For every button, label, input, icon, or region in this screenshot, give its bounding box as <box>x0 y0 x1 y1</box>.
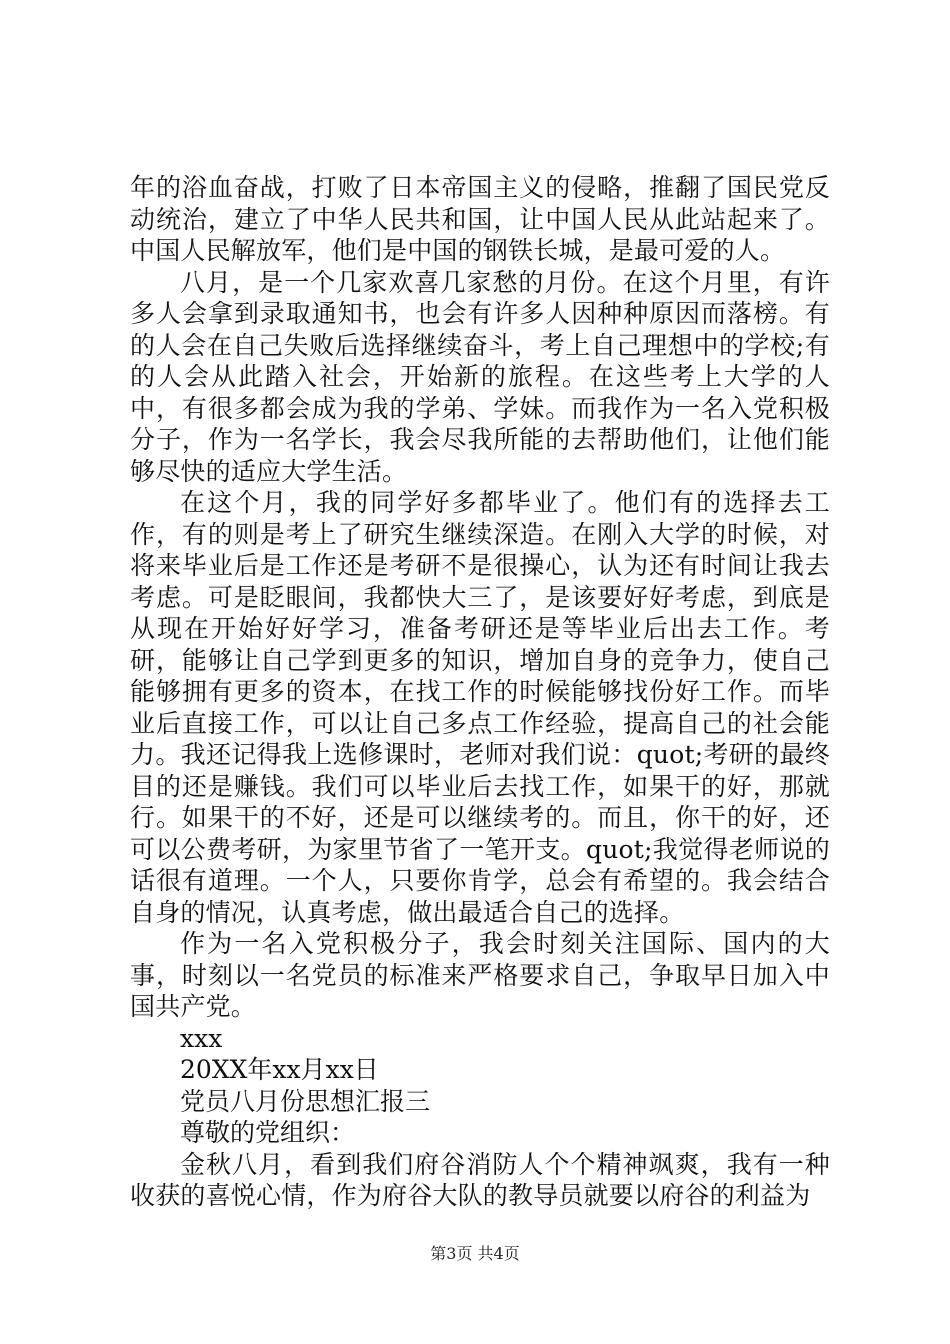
salutation: 尊敬的党组织： <box>180 1118 356 1147</box>
paragraph-commitment: 作为一名入党积极分子，我会时刻关注国际、国内的大事，时刻以一名党员的标准来严格要求自己，争取早日加入中国共产党。 <box>130 929 830 1021</box>
section-title: 党员八月份思想汇报三 <box>180 1086 431 1116</box>
signature-name: xxx <box>180 1023 223 1053</box>
signature-date: 20XX年xx月xx日 <box>180 1055 379 1084</box>
document-body <box>130 172 830 1212</box>
paragraph-continuation: 年的浴血奋战，打败了日本帝国主义的侵略，推翻了国民党反动统治，建立了中华人民共和国，让中国人民从此站起来了。中国人民解放军，他们是中国的钢铁长城，是最可爱的人。 <box>130 173 830 265</box>
paragraph-august: 八月，是一个几家欢喜几家愁的月份。在这个月里，有许多人会拿到录取通知书，也会有许多人因种种原因而落榜。有的人会在自己失败后选择继续奋斗，考上自己理想中的学校;有的人会从此踏入社会，开始新的旅程。在这些考上大学的人中，有很多都会成为我的学弟、学妹。而我作为一名入党积极分子，作为一名学长，我会尽我所能的去帮助他们，让他们能够尽快的适应大学生活。 <box>130 267 830 486</box>
paragraph-graduation: 在这个月，我的同学好多都毕业了。他们有的选择去工作，有的则是考上了研究生继续深造。在刚入大学的时候，对将来毕业后是工作还是考研不是很操心，认为还有时间让我去考虑。可是眨眼间，我都快大三了，是该要好好考虑，到底是从现在开始好好学习，准备考研还是等毕业后出去工作。考研，能够让自己学到更多的知识，增加自身的竞争力，使自己能够拥有更多的资本，在找工作的时候能够找份好工作。而毕业后直接工作，可以让自己多点工作经验，提高自己的社会能力。我还记得我上选修课时，老师对我们说：quot;考研的最终目的还是赚钱。我们可以毕业后去找工作，如果干的好，那就行。如果干的不好，还是可以继续考的。而且，你干的好，还可以公费考研，为家里节省了一笔开支。quot;我觉得老师说的话很有道理。一个人，只要你肯学，总会有希望的。我会结合自身的情况，认真考虑，做出最适合自己的选择。 <box>130 488 830 927</box>
paragraph-autumn: 金秋八月，看到我们府谷消防人个个精神飒爽，我有一种收获的喜悦心情，作为府谷大队的教导员就要以府谷的利益为 <box>130 1149 830 1210</box>
page-number-footer: 第3页 共4页 <box>430 1244 520 1263</box>
